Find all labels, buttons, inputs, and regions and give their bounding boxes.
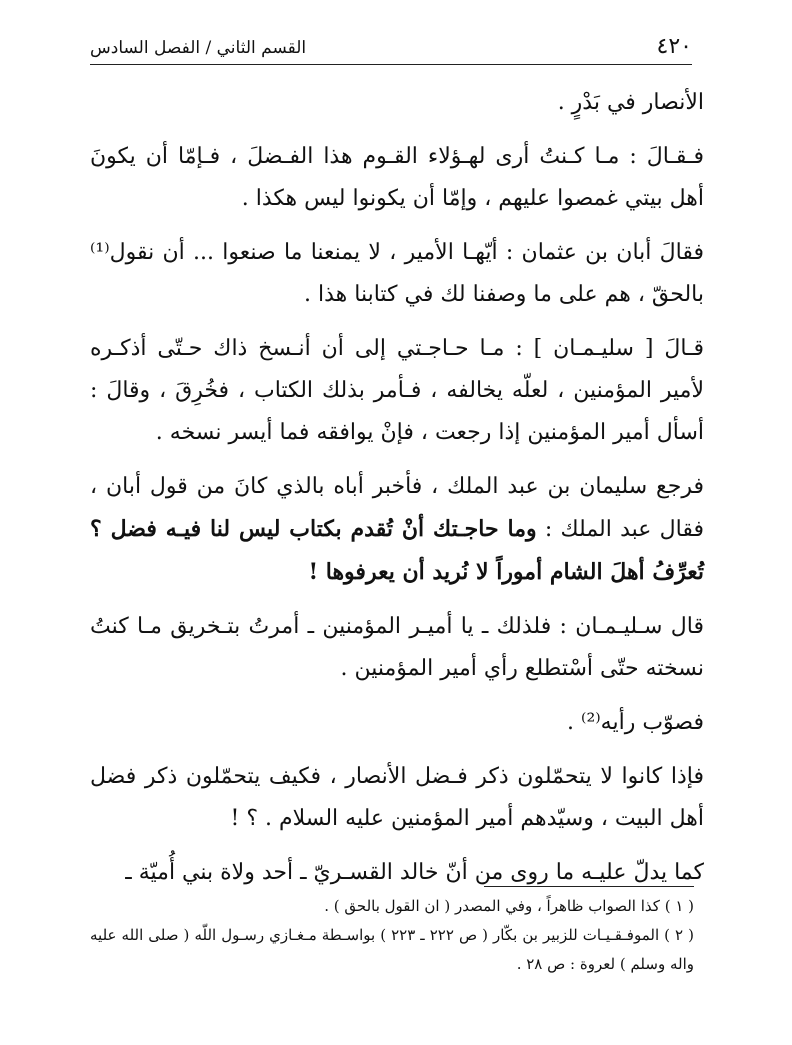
section-title: القسم الثاني / الفصل السادس (90, 38, 307, 58)
main-text (90, 82, 704, 906)
page-number: ٤٢٠ (656, 34, 692, 59)
footnotes (90, 892, 694, 979)
paragraph-text: فقال عبد الملك : (536, 517, 704, 542)
paragraph: قـالَ [ سليـمـان ] : مـا حـاجـتي إلى أن أنـسخ ذاك حـتّى أذكـره لأمير المؤمنين ، لعلّه يخالفه ، فـأمر بذلك الكتاب ، فخُرِقَ ، وقالَ : أسأل أمير المؤمنين إذا رجعت ، فإنْ يوافقه فما أيسر نسخه . (90, 336, 704, 445)
paragraph: فقالَ أبان بن عثمان : أيّهـا الأمير ، لا يمنعنا ما صنعوا ... أن نقول⁽¹⁾ بالحقّ ، هم على ما وصفنا لك في كتابنا هذا . (90, 240, 704, 307)
paragraph-text: فرجع سليمان بن عبد الملك ، فأخبر أباه بالذي كانَ من قول أبان ، (90, 474, 704, 499)
paragraph: قال سـليـمـان : فلذلك ـ يا أميـر المؤمنين ـ أمرتُ بتـخريق مـا كنتُ نسخته حتّى أسْتطلع رأي أمير المؤمنين . (90, 614, 704, 681)
paragraph: فإذا كانوا لا يتحمّلون ذكر فـضل الأنصار ، فكيف يتحمّلون ذكر فضل أهل البيت ، وسيّدهم أمير المؤمنين عليه السلام . ؟ ! (90, 764, 704, 831)
running-header (90, 30, 692, 65)
footnote: ( ٢ ) الموفـقـيـات للزبير بن بكّار ( ص ٢٢٢ ـ ٢٢٣ ) بواسـطة مـغـازي رسـول اللّه ( صلى الله عليه واله وسلم ) لعروة : ص ٢٨ . (90, 926, 694, 973)
footnote-divider (484, 886, 694, 887)
paragraph (90, 466, 704, 594)
paragraph: فصوّب رأيه⁽²⁾ . (567, 710, 704, 735)
bold-quote: وما حاجـتك أنْ تُقدم بكتاب ليس لنا فيـه فضل ؟ تُعرِّفُ أهلَ الشام أموراً لا نُريد أن يعرفوها ! (90, 516, 704, 585)
paragraph: كما يدلّ عليـه ما روى من أنّ خالد القسـريّ ـ أحد ولاة بني أُميّة ـ (125, 860, 704, 885)
footnote: ( ١ ) كذا الصواب ظاهراً ، وفي المصدر ( ان القول بالحق ) . (324, 897, 694, 915)
paragraph: فـقـالَ : مـا كـنتُ أرى لهـؤلاء القـوم هذا الفـضلَ ، فـإمّا أن يكونَ أهل بيتي غمصوا عليهم ، وإمّا أن يكونوا ليس هكذا . (90, 144, 704, 211)
paragraph: الأنصار في بَدْرٍ . (557, 90, 704, 115)
